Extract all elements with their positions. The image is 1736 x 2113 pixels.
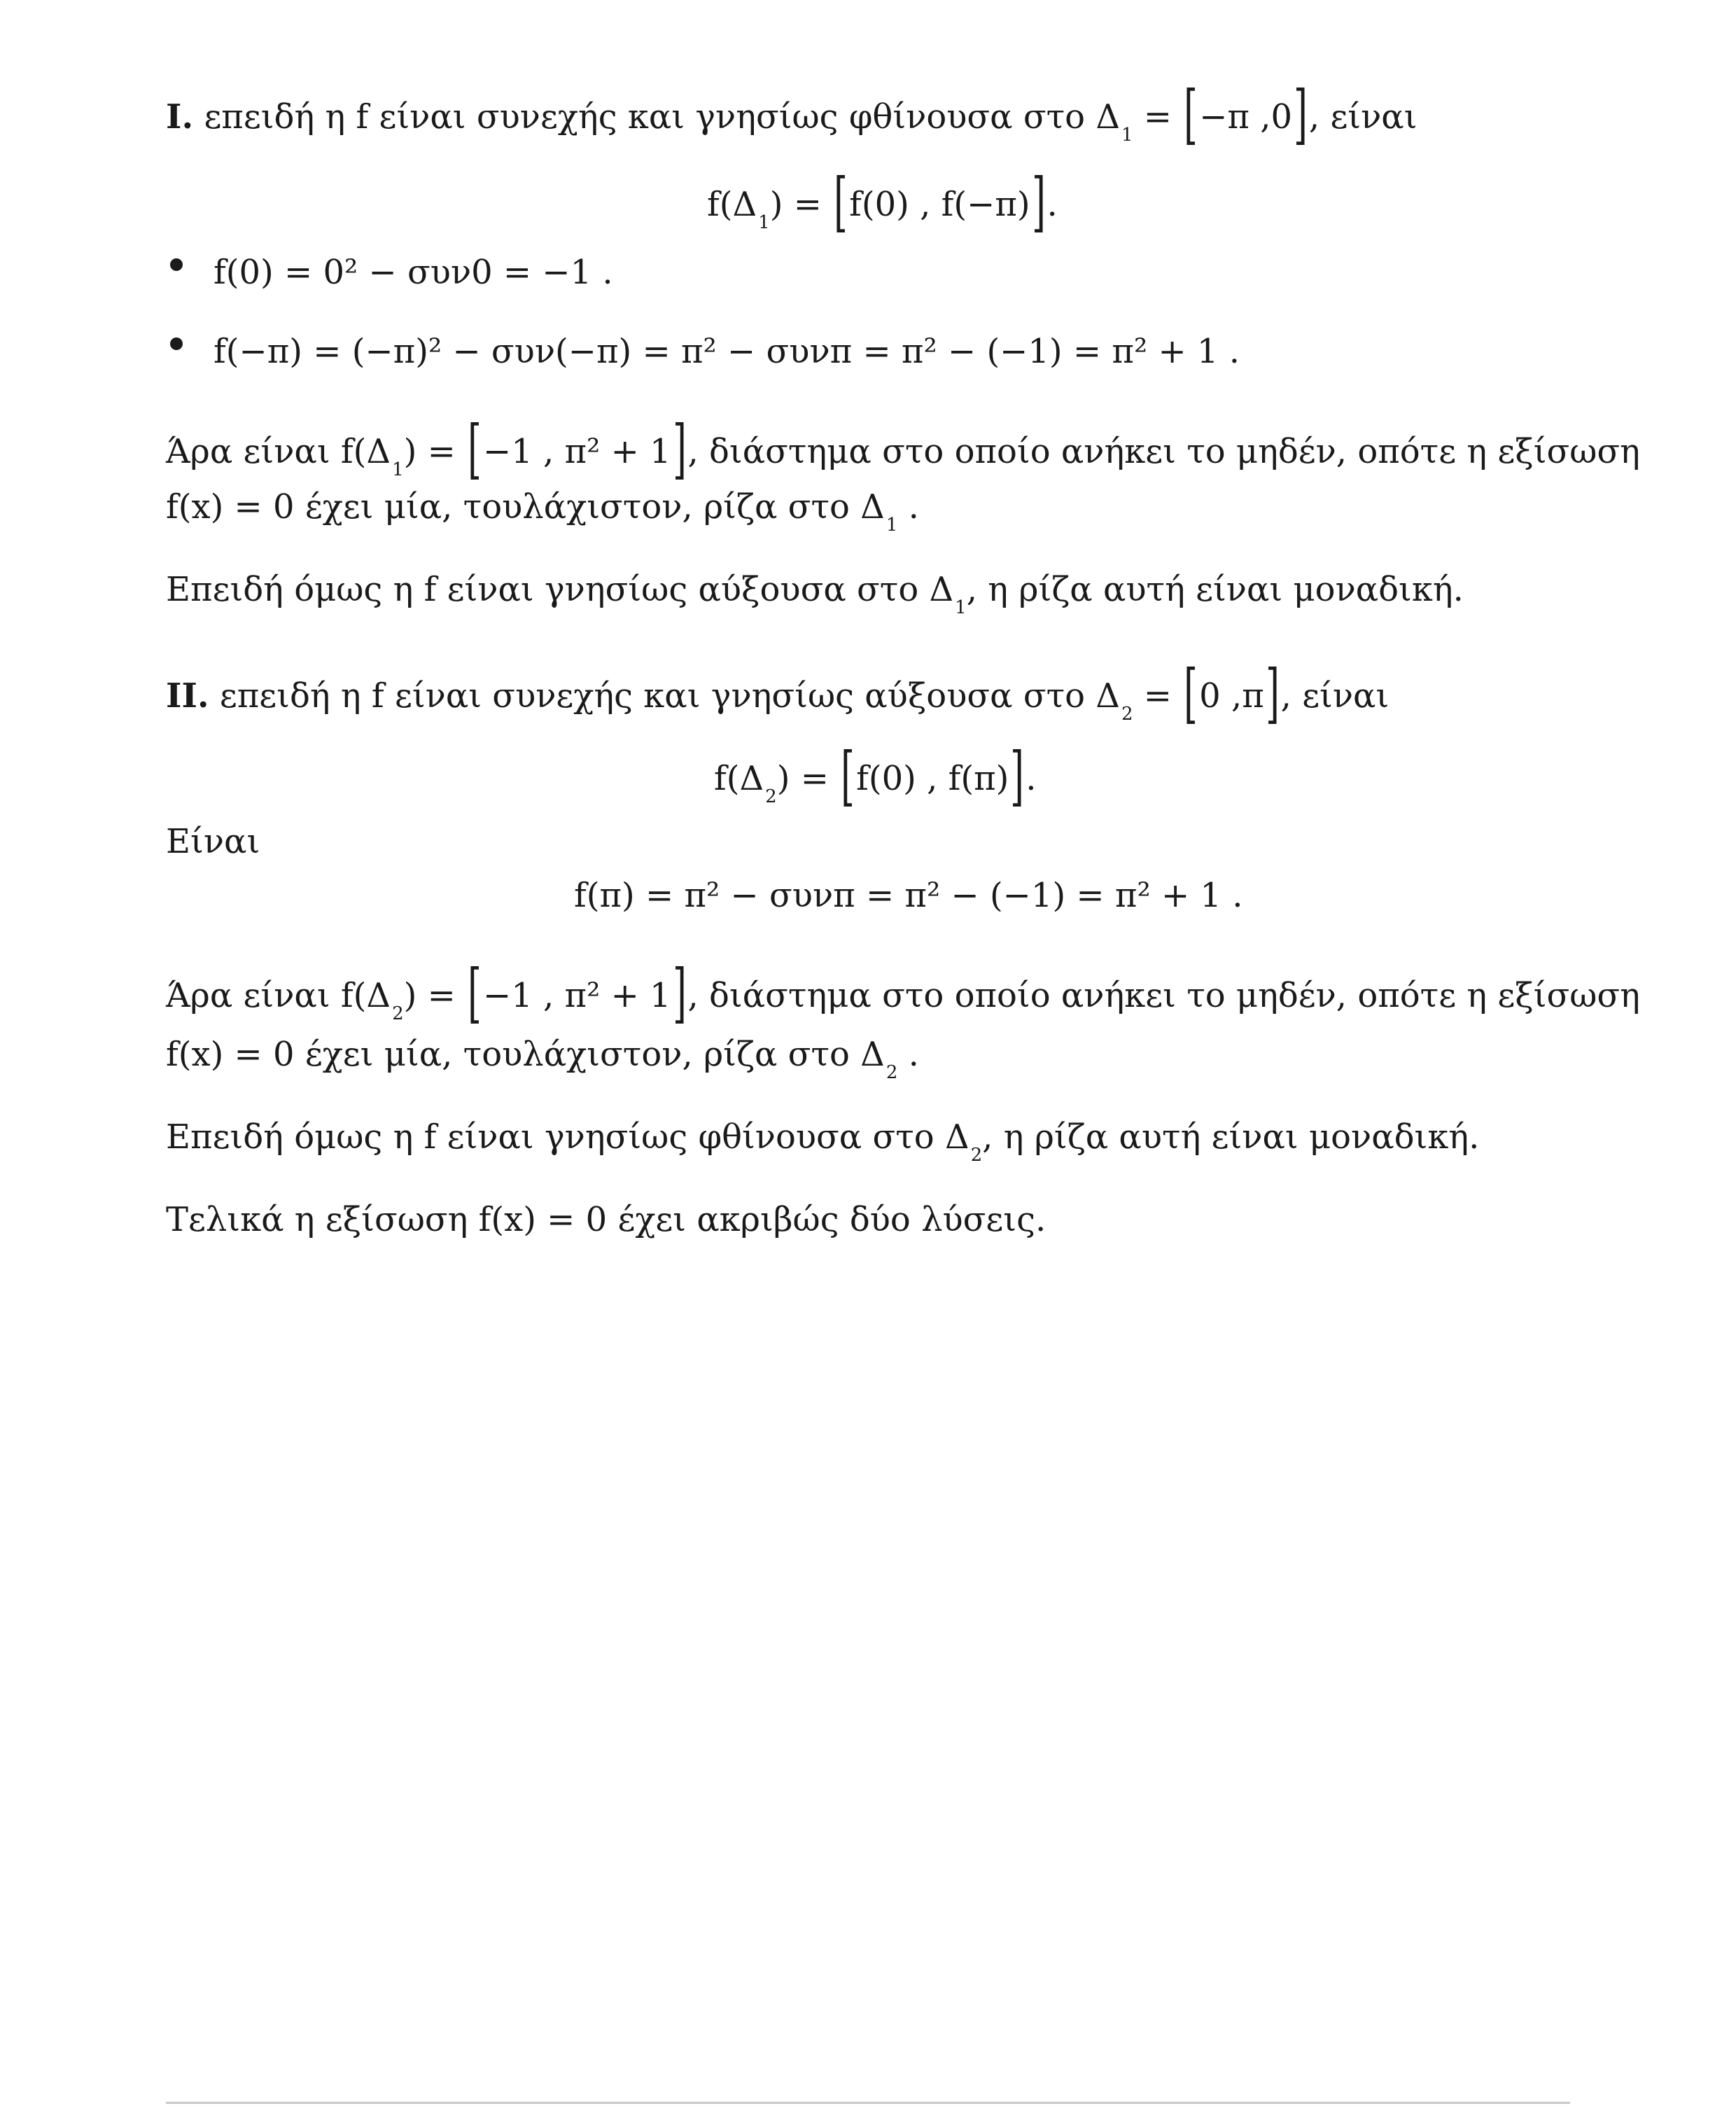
section1-intro-eq: = [1143, 97, 1172, 137]
section1-conclusion-eq: ) = [403, 432, 456, 471]
footer-divider [166, 2102, 1570, 2104]
section1-image-tail: . [1046, 185, 1058, 224]
bracket-right: ] [672, 956, 687, 1031]
section1-conclusion-tail: , διάστημα στο οποίο ανήκει το μηδέν, οπότε η εξίσωση [687, 432, 1640, 471]
section2-conclusion [166, 956, 1640, 1031]
section2-uniqueness-tail: , η ρίζα αυτή είναι μοναδική. [982, 1117, 1480, 1157]
section2-uniqueness-text: Επειδή όμως η f είναι γνησίως φθίνουσα στο Δ [166, 1117, 969, 1157]
section1-label: I. [166, 97, 194, 137]
bracket-left: [ [1184, 77, 1198, 152]
section1-equation-tail: . [897, 487, 919, 526]
section2-conclusion-tail: , διάστημα στο οποίο ανήκει το μηδέν, οπότε η εξίσωση [687, 976, 1640, 1015]
bullet-item [170, 332, 1240, 371]
section1-interval: −π ,0 [1199, 97, 1293, 137]
section1-equation-sub: 1 [886, 515, 898, 536]
bracket-right: ] [672, 412, 687, 487]
section2-einai: Είναι [166, 822, 260, 861]
section2-equation-tail: . [897, 1035, 919, 1074]
section1-uniqueness-text: Επειδή όμως η f είναι γνησίως αύξουσα στο Δ [166, 570, 954, 609]
section2-intro [166, 656, 1390, 731]
section2-image-left: f(Δ [714, 759, 764, 798]
section1-uniqueness [166, 570, 1464, 618]
section2-image-inner: f(0) , f(π) [856, 759, 1009, 798]
final-conclusion: Τελικά η εξίσωση f(x) = 0 έχει ακριβώς δύο λύσεις. [166, 1200, 1046, 1239]
section2-interval: 0 ,π [1199, 676, 1264, 716]
section2-intro-text: επειδή η f είναι συνεχής και γνησίως αύξουσα στο Δ [219, 676, 1120, 716]
section1-conclusion-sub: 1 [392, 459, 404, 480]
section2-conclusion-start: Άρα είναι f(Δ [166, 976, 391, 1015]
bracket-right: ] [1265, 656, 1280, 731]
section1-image-sub: 1 [758, 212, 770, 233]
section1-equation-line [166, 487, 919, 536]
section2-image-sub: 2 [765, 786, 777, 807]
section2-uniqueness-sub: 2 [970, 1145, 983, 1166]
bracket-right: ] [1010, 739, 1025, 814]
section2-intro-sub: 2 [1121, 704, 1133, 725]
section1-image-left: f(Δ [707, 185, 757, 224]
bracket-right: ] [1294, 77, 1308, 152]
section1-conclusion-inner: −1 , π² + 1 [483, 432, 671, 471]
section1-equation-text: f(x) = 0 έχει μία, τουλάχιστον, ρίζα στο Δ [166, 487, 885, 526]
section1-image-inner: f(0) , f(−π) [849, 185, 1030, 224]
section2-intro-eq: = [1143, 676, 1172, 716]
section1-conclusion-start: Άρα είναι f(Δ [166, 432, 391, 471]
section1-image-mid: ) = [769, 185, 822, 224]
bracket-left: [ [834, 165, 848, 239]
section1-uniqueness-tail: , η ρίζα αυτή είναι μοναδική. [966, 570, 1464, 609]
section2-image-tail: . [1026, 759, 1037, 798]
bullet1-text: f(0) = 0² − συν0 = −1 . [214, 253, 613, 292]
bracket-left: [ [841, 739, 855, 814]
section2-formula: f(π) = π² − συνπ = π² − (−1) = π² + 1 . [574, 876, 1243, 915]
section2-image-mid: ) = [776, 759, 829, 798]
bullet-dot-icon [170, 258, 183, 271]
bracket-left: [ [1184, 656, 1198, 731]
section2-conclusion-inner: −1 , π² + 1 [483, 976, 671, 1015]
section2-label: II. [166, 676, 209, 716]
section1-intro-text: επειδή η f είναι συνεχής και γνησίως φθίνουσα στο Δ [204, 97, 1120, 137]
bracket-left: [ [468, 412, 482, 487]
section1-image-formula [707, 165, 1058, 239]
section2-image-formula [714, 739, 1037, 814]
bullet2-text: f(−π) = (−π)² − συν(−π) = π² − συνπ = π² − (−1) = π² + 1 . [214, 332, 1240, 371]
bracket-right: ] [1031, 165, 1046, 239]
section1-intro [166, 77, 1418, 152]
section2-equation-line [166, 1035, 919, 1083]
section2-conclusion-eq: ) = [403, 976, 456, 1015]
section2-intro-tail: , είναι [1280, 676, 1390, 716]
bracket-left: [ [468, 956, 482, 1031]
section1-conclusion [166, 412, 1640, 487]
section1-uniqueness-sub: 1 [955, 597, 967, 618]
bullet-dot-icon [170, 337, 183, 350]
section2-equation-text: f(x) = 0 έχει μία, τουλάχιστον, ρίζα στο Δ [166, 1035, 885, 1074]
section2-uniqueness [166, 1117, 1480, 1166]
section1-intro-tail: , είναι [1308, 97, 1418, 137]
section1-intro-sub: 1 [1121, 125, 1133, 146]
bullet-item [170, 253, 613, 292]
section2-conclusion-sub: 2 [392, 1003, 404, 1024]
section2-equation-sub: 2 [886, 1062, 898, 1083]
